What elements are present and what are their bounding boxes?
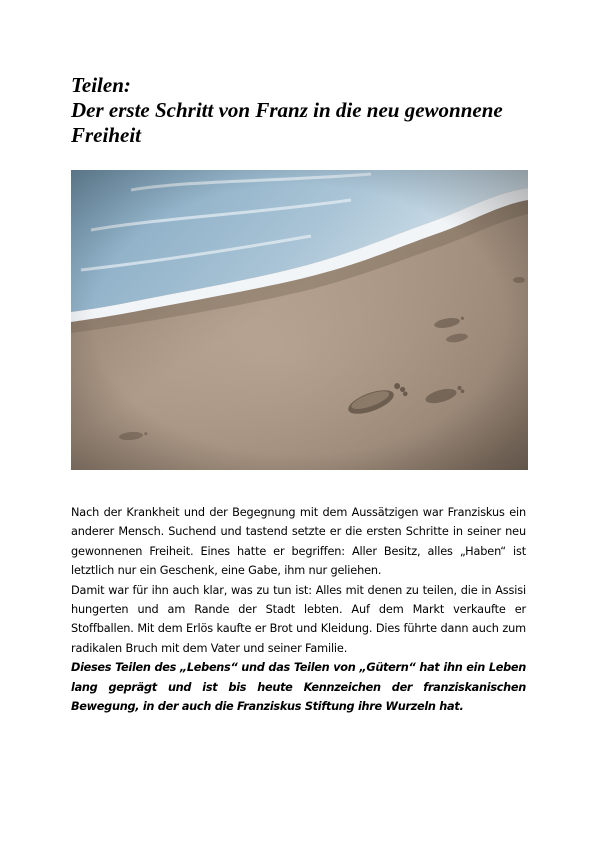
- title-line-2: Der erste Schritt von Franz in die neu gewonnene: [71, 98, 503, 122]
- beach-footprints-photo: [71, 170, 528, 470]
- paragraph-2: Damit war für ihn auch klar, was zu tun ist: Alles mit denen zu teilen, die in Assisi hungerten und am Rande der Stadt lebten. Auf dem Markt verkaufte er Stoffballen. Mit dem Erlös kaufte er Brot und Kleidung. Dies führte dann auch zum radikalen Bruch mit dem Vater und seiner Familie.: [71, 583, 526, 655]
- beach-footprints-illustration: [71, 170, 528, 470]
- title-line-1: Teilen:: [71, 73, 131, 97]
- paragraph-1: Nach der Krankheit und der Begegnung mit dem Aussätzigen war Franziskus ein anderer Mensch. Suchend und tastend setzte er die ersten Schritte in seiner neu gewonnenen Freiheit. Eines hatte er begriffen: Aller Besitz, alles „Haben“ ist letztlich nur ein Geschenk, eine Gabe, ihm nur geliehen.: [71, 506, 526, 578]
- title-line-3: Freiheit: [71, 123, 142, 147]
- body-text: [71, 503, 526, 716]
- page-title: [71, 73, 541, 148]
- paragraph-3-emphasis: Dieses Teilen des „Lebens“ und das Teilen von „Gütern“ hat ihn ein Leben lang geprägt und ist bis heute Kennzeichen der franziskanischen Bewegung, in der auch die Franziskus Stiftung ihre Wurzeln hat.: [71, 661, 526, 714]
